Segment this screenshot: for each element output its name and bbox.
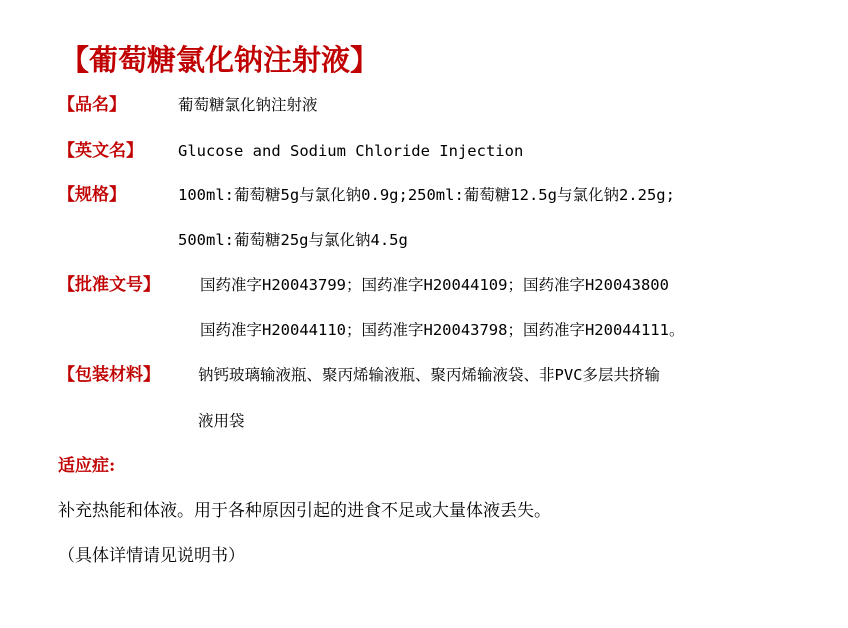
spec-label: 【规格】: [58, 185, 126, 205]
spec-value-line2: 500ml:葡萄糖25g与氯化钠4.5g: [178, 231, 408, 249]
indications-label: 适应症:: [58, 456, 116, 476]
packaging-value-line1: 钠钙玻璃输液瓶、聚丙烯输液瓶、聚丙烯输液袋、非PVC多层共挤输: [198, 366, 660, 384]
approval-value-line2: 国药准字H20044110；国药准字H20043798；国药准字H20044111。: [200, 321, 685, 339]
product-title: 【葡萄糖氯化钠注射液】: [60, 43, 380, 77]
packaging-label: 【包装材料】: [58, 365, 160, 385]
approval-label: 【批准文号】: [58, 275, 160, 295]
packaging-value-line2: 液用袋: [198, 412, 245, 430]
english-name-label: 【英文名】: [58, 141, 143, 161]
spec-value-line1: 100ml:葡萄糖5g与氯化钠0.9g;250ml:葡萄糖12.5g与氯化钠2.25g;: [178, 186, 675, 204]
english-name-value: Glucose and Sodium Chloride Injection: [178, 142, 524, 160]
approval-value-line1: 国药准字H20043799；国药准字H20044109；国药准字H20043800: [200, 276, 669, 294]
details-note: （具体详情请见说明书）: [58, 546, 245, 566]
name-label: 【品名】: [58, 95, 126, 115]
indications-text: 补充热能和体液。用于各种原因引起的进食不足或大量体液丢失。: [58, 501, 551, 521]
name-value: 葡萄糖氯化钠注射液: [178, 96, 318, 114]
